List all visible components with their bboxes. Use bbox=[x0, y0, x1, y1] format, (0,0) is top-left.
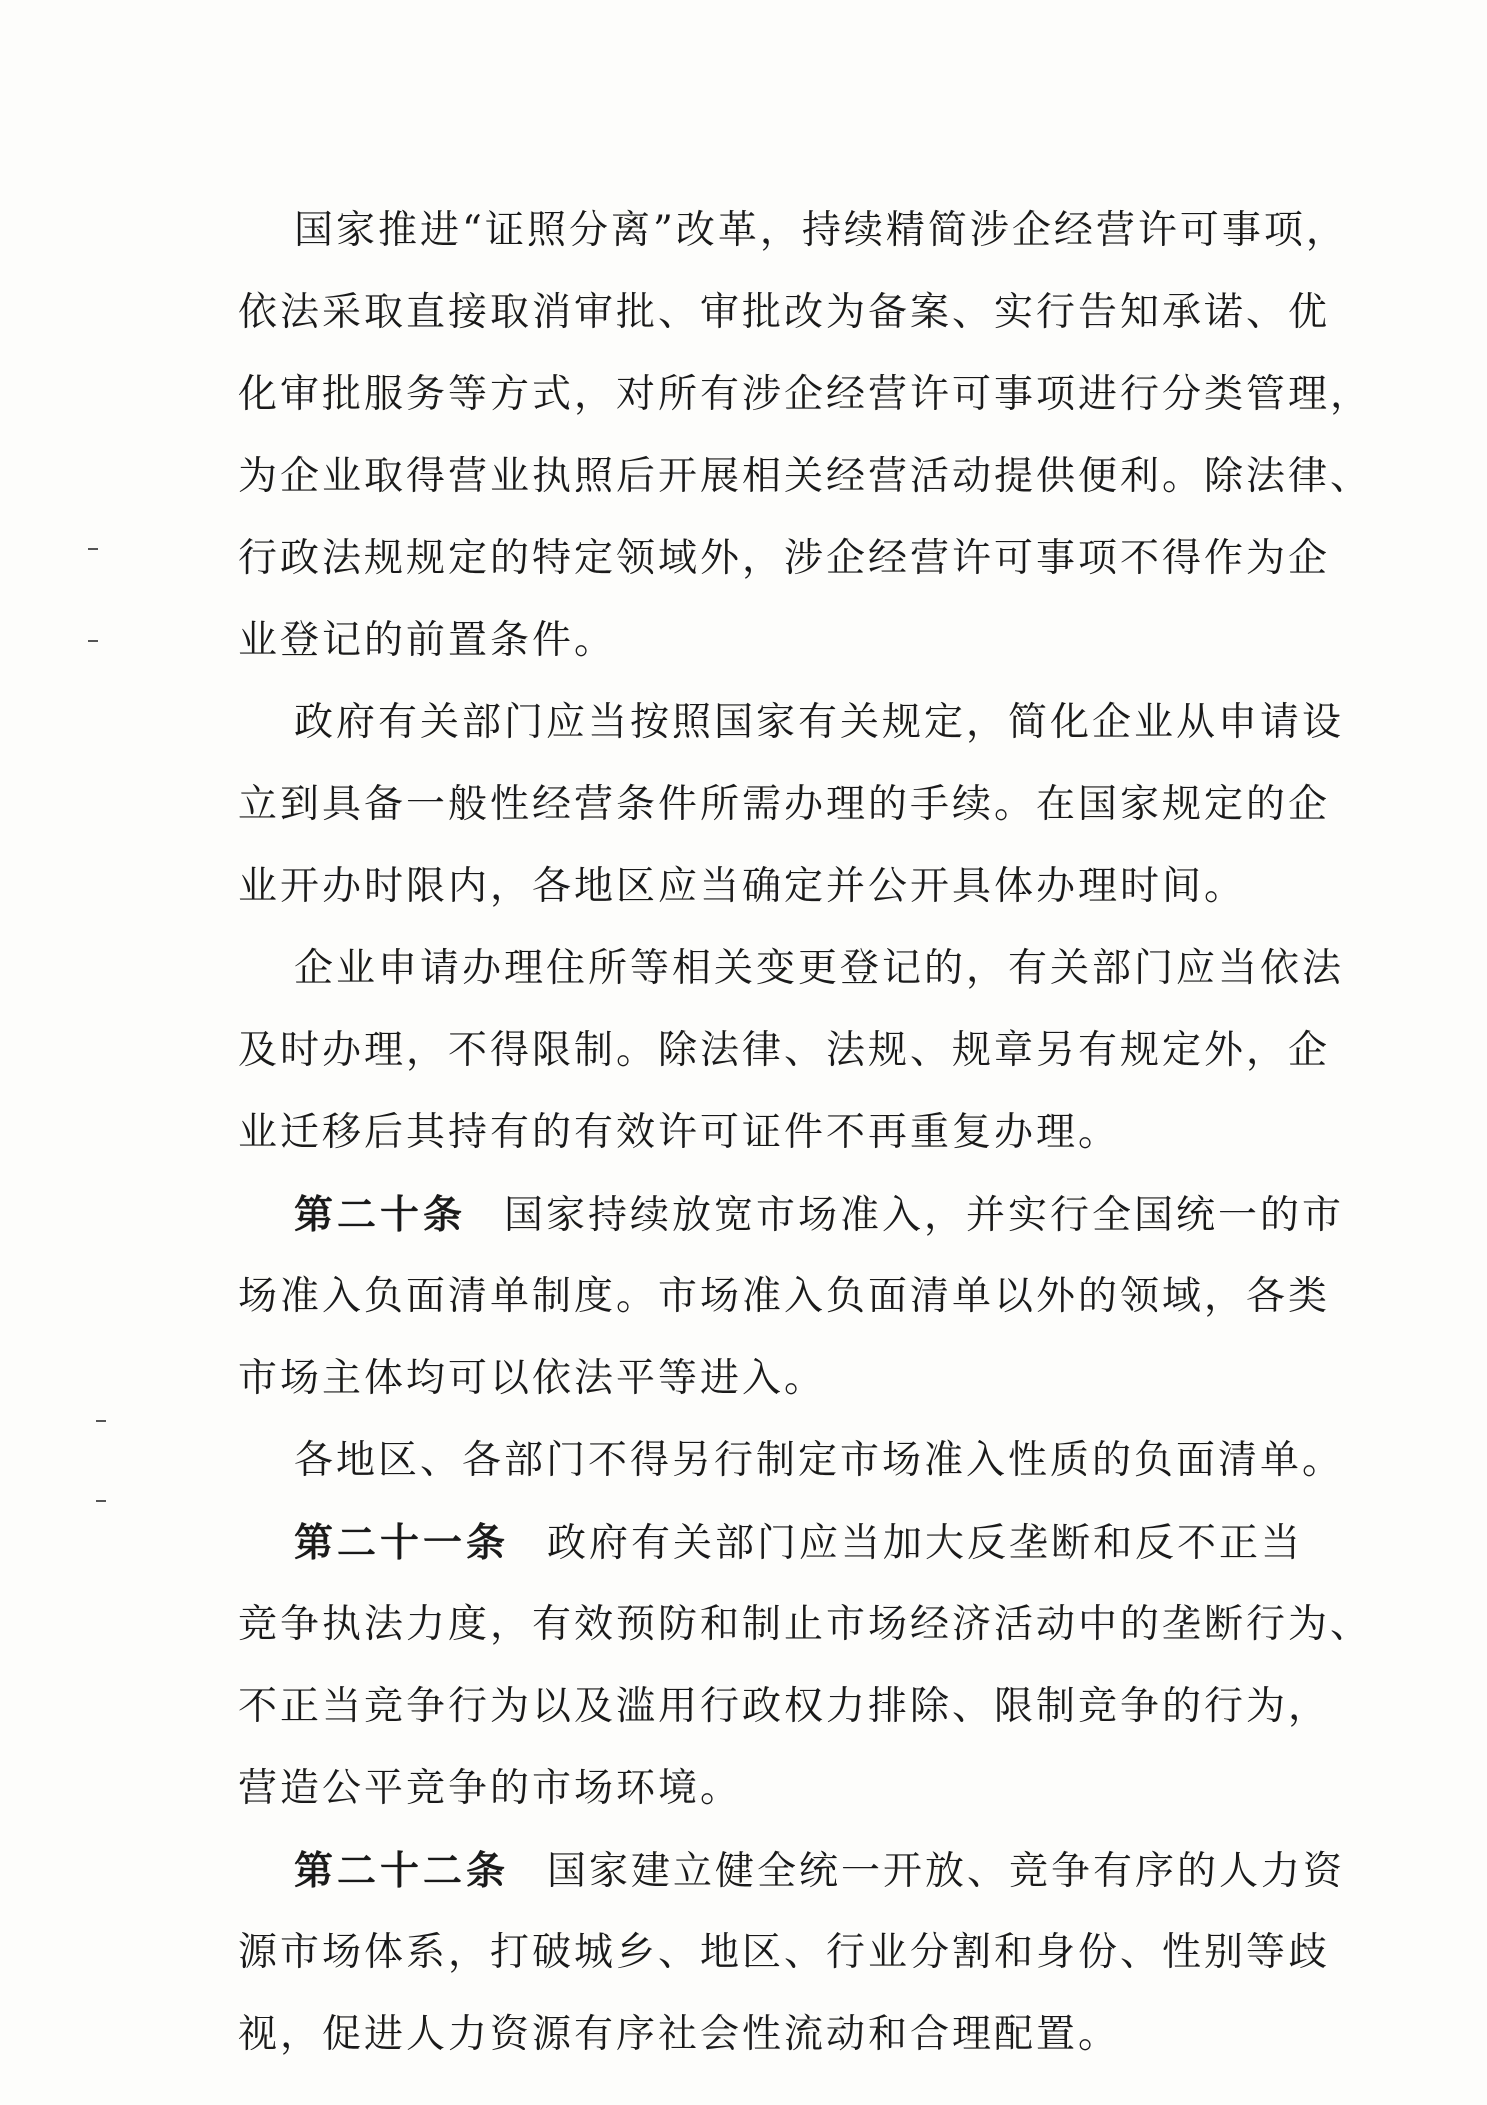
text-line: 业登记的前置条件。 bbox=[238, 618, 617, 663]
article-heading: 第二十二条 bbox=[294, 1848, 510, 1894]
paragraph bbox=[238, 928, 1345, 1174]
text-line: 行政法规规定的特定领域外，涉企经营许可事项不得作为企 bbox=[238, 536, 1331, 581]
text-line: 各地区、各部门不得另行制定市场准入性质的负面清单。 bbox=[294, 1438, 1345, 1483]
scan-mark bbox=[88, 548, 98, 550]
paragraph bbox=[238, 190, 1373, 682]
article-20 bbox=[238, 1174, 1345, 1420]
article-heading: 第二十一条 bbox=[294, 1520, 510, 1566]
text-line: 立到具备一般性经营条件所需办理的手续。在国家规定的企 bbox=[238, 782, 1331, 827]
text-line: 政府有关部门应当按照国家有关规定，简化企业从申请设 bbox=[294, 700, 1345, 745]
text-line: 及时办理，不得限制。除法律、法规、规章另有规定外，企 bbox=[238, 1028, 1331, 1073]
document-body bbox=[238, 190, 1373, 2076]
scan-mark bbox=[96, 1420, 106, 1422]
paragraph bbox=[238, 1420, 1345, 1502]
text-line: 视，促进人力资源有序社会性流动和合理配置。 bbox=[238, 2012, 1121, 2057]
article-heading: 第二十条 bbox=[294, 1192, 467, 1238]
text-line bbox=[238, 1502, 1304, 1584]
article-text: 政府有关部门应当加大反垄断和反不正当 bbox=[547, 1521, 1304, 1566]
paragraph bbox=[238, 682, 1345, 928]
text-line: 场准入负面清单制度。市场准入负面清单以外的领域，各类 bbox=[238, 1274, 1331, 1319]
article-22 bbox=[238, 1830, 1346, 2076]
text-line: 依法采取直接取消审批、审批改为备案、实行告知承诺、优 bbox=[238, 290, 1331, 335]
scan-mark bbox=[88, 640, 98, 642]
article-text: 国家持续放宽市场准入，并实行全国统一的市 bbox=[504, 1193, 1345, 1238]
text-line: 企业申请办理住所等相关变更登记的，有关部门应当依法 bbox=[294, 946, 1345, 991]
text-line: 不正当竞争行为以及滥用行政权力排除、限制竞争的行为， bbox=[238, 1684, 1331, 1729]
text-line: 化审批服务等方式，对所有涉企经营许可事项进行分类管理， bbox=[238, 372, 1373, 417]
text-line bbox=[238, 1830, 1346, 1912]
text-line: 源市场体系，打破城乡、地区、行业分割和身份、性别等歧 bbox=[238, 1930, 1331, 1975]
article-21 bbox=[238, 1502, 1373, 1830]
scan-mark bbox=[96, 1500, 106, 1502]
text-line: 业开办时限内，各地区应当确定并公开具体办理时间。 bbox=[238, 864, 1247, 909]
text-line bbox=[238, 1174, 1345, 1256]
text-line: 营造公平竞争的市场环境。 bbox=[238, 1766, 743, 1811]
article-text: 国家建立健全统一开放、竞争有序的人力资 bbox=[547, 1849, 1346, 1894]
text-line: 市场主体均可以依法平等进入。 bbox=[238, 1356, 827, 1401]
text-line: 竞争执法力度，有效预防和制止市场经济活动中的垄断行为、 bbox=[238, 1602, 1373, 1647]
text-line: 为企业取得营业执照后开展相关经营活动提供便利。除法律、 bbox=[238, 454, 1373, 499]
text-line: 国家推进“证照分离”改革，持续精简涉企经营许可事项， bbox=[294, 208, 1348, 253]
text-line: 业迁移后其持有的有效许可证件不再重复办理。 bbox=[238, 1110, 1121, 1155]
